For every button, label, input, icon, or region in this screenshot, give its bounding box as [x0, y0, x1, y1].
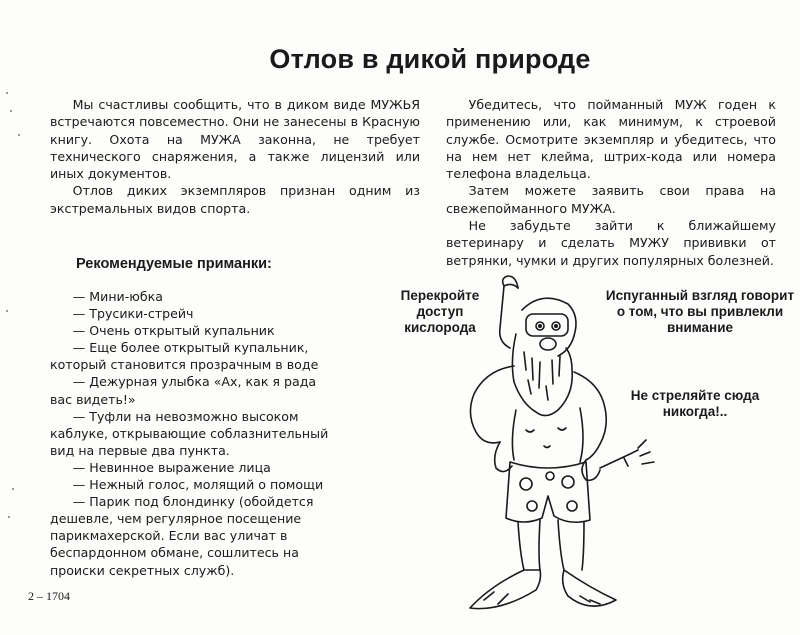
paragraph: Мы счастливы сообщить, что в диком виде МУЖЬЯ встречаются повсеместно. Они не занесены в Красную книгу. Охота на МУЖА законна, не требует технического снаряжения, а также лицензий или иных документов. [50, 97, 420, 182]
list-item: — Дежурная улыбка «Ах, как я рада вас видеть!» [50, 374, 317, 407]
torso-left [512, 410, 516, 460]
list-item: — Туфли на невозможно высоком каблуке, открывающие соблазнительный вид на первые два пункта. [50, 408, 329, 458]
swim-shorts [506, 462, 590, 522]
paragraph: Не забудьте зайти к ближайшему ветеринару и сделать МУЖУ прививки от ветрянки, чумки и других популярных болезней. [446, 218, 776, 268]
scan-speck [10, 110, 12, 112]
page-title: Отлов в дикой природе [269, 44, 591, 74]
callout-oxygen: Перекройте доступ кислорода [400, 288, 480, 335]
diver-cartoon-illustration [440, 270, 670, 615]
scan-speck [6, 310, 8, 312]
callout-shoot: Не стреляйте сюда никогда!.. [630, 388, 760, 419]
list-item: — Еще более открытый купальник, который становится прозрачным в воде [50, 340, 319, 373]
diving-mask [526, 314, 568, 336]
nose [540, 338, 556, 350]
left-leg [518, 522, 524, 570]
left-column [50, 96, 420, 217]
right-leg [558, 520, 564, 570]
scan-speck [6, 92, 8, 94]
scan-speck [18, 134, 20, 136]
left-flipper [470, 570, 541, 609]
beard-outline [512, 334, 572, 416]
callout-look: Испуганный взгляд говорит о том, что вы привлекли внимание [605, 288, 795, 335]
list-item: — Очень открытый купальник [72, 323, 275, 339]
torso-right [580, 408, 583, 462]
list-item: — Невинное выражение лица [72, 459, 271, 475]
page-number: 2 – 1704 [28, 589, 70, 603]
scan-speck [12, 488, 14, 490]
right-arm [574, 372, 606, 460]
baits-heading: Рекомендуемые приманки: [76, 256, 272, 272]
list-item: — Нежный голос, молящий о помощи [72, 477, 324, 493]
scan-speck [8, 516, 10, 518]
list-item: — Парик под блондинку (обойдется дешевле, чем регулярное посещение парикмахерской. Если вас уличат в беспардонном обмане, сошлитесь на происки секретных служб). [50, 494, 314, 578]
baits-list [50, 288, 330, 579]
paragraph: Затем можете заявить свои права на свежепойманного МУЖА. [446, 183, 776, 216]
paragraph: Убедитесь, что пойманный МУЖ годен к применению или, как минимум, к строевой службе. Осмотрите экземпляр и убедитесь, что на нем нет клейма, штрих-кода или номера телефона владельца. [446, 97, 776, 182]
paragraph: Отлов диких экземпляров признан одним из экстремальных видов спорта. [50, 183, 420, 216]
speargun [600, 450, 638, 468]
list-item: — Мини-юбка [72, 289, 163, 304]
list-item: — Трусики-стрейч [72, 306, 194, 322]
left-arm [470, 366, 514, 443]
right-column [446, 96, 776, 269]
